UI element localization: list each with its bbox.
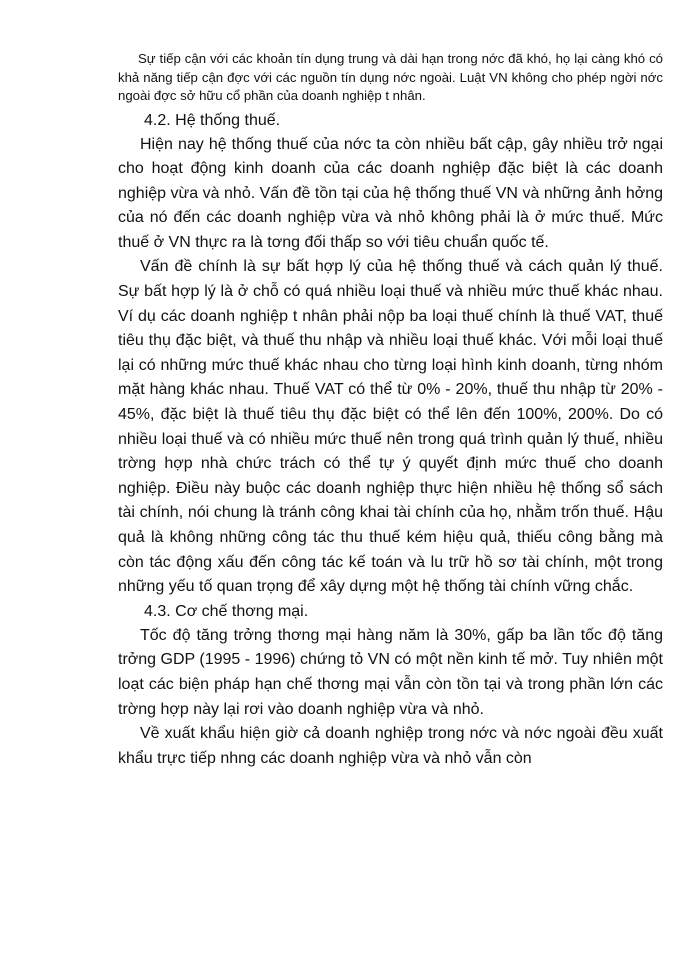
- paragraph-tax-problems: Vấn đề chính là sự bất hợp lý của hệ thống thuế và cách quản lý thuế. Sự bất hợp lý là ở chỗ có quá nhiều loại thuế và nhiều mức thuế khác nhau. Ví dụ các doanh nghiệp t nhân phải nộp ba loại thuế chính là thuế VAT, thuế tiêu thụ đặc biệt, và thuế thu nhập và nhiều loại thuế khác. Với mỗi loại thuế lại có những mức thuế khác nhau cho từng loại hình kinh doanh, từng nhóm mặt hàng khác nhau. Thuế VAT có thể từ 0% - 20%, thuế thu nhập từ 20% - 45%, đặc biệt là thuế tiêu thụ đặc biệt có thể lên đến 100%, 200%. Do có nhiều loại thuế và có nhiều mức thuế nên trong quá trình quản lý thuế, nhiều trờng hợp nhà chức trách có thể tự ý quyết định mức thuế cho doanh nghiệp. Điều này buộc các doanh nghiệp thực hiện nhiều hệ thống sổ sách tài chính, nói chung là tránh công khai tài chính của họ, nhằm trốn thuế. Hậu quả là không những công tác thu thuế kém hiệu quả, thiếu công bằng mà còn tác động xấu đến công tác kế toán và lu trữ hồ sơ tài chính, một trong những yếu tố quan trọng để xây dựng một hệ thống tài chính vững chắc.: [118, 258, 663, 596]
- section-heading-tax-system: 4.2. Hệ thống thuế.: [144, 111, 281, 129]
- section-heading-trade-mechanism: 4.3. Cơ chế thơng mại.: [144, 602, 309, 620]
- intro-paragraph: Sự tiếp cận với các khoản tín dụng trung và dài hạn trong nớc đã khó, họ lại càng khó có khả năng tiếp cận đợc với các nguồn tín dụng nớc ngoài. Luật VN không cho phép ngời nớc ngoài đợc sở hữu cổ phần của doanh nghiệp t nhân.: [118, 51, 663, 103]
- paragraph-tax-overview: Hiện nay hệ thống thuế của nớc ta còn nhiều bất cập, gây nhiều trở ngại cho hoạt động kinh doanh của các doanh nghiệp đặc biệt là các doanh nghiệp vừa và nhỏ. Vấn đề tồn tại của hệ thống thuế VN và những ảnh hởng của nó đến các doanh nghiệp vừa và nhỏ không phải là ở mức thuế. Mức thuế ở VN thực ra là tơng đối thấp so với tiêu chuẩn quốc tế.: [118, 135, 663, 251]
- paragraph-trade-growth: Tốc độ tăng trởng thơng mại hàng năm là 30%, gấp ba lần tốc độ tăng trởng GDP (1995 - 1996) chứng tỏ VN có một nền kinh tế mở. Tuy nhiên một loạt các biện pháp hạn chế thơng mại vẫn còn tồn tại và trong phần lớn các trờng hợp này lại rơi vào doanh nghiệp vừa và nhỏ.: [118, 626, 663, 718]
- paragraph-export: Về xuất khẩu hiện giờ cả doanh nghiệp trong nớc và nớc ngoài đều xuất khẩu trực tiếp nhng các doanh nghiệp vừa và nhỏ vẫn còn: [118, 725, 663, 767]
- document-page: [118, 50, 663, 771]
